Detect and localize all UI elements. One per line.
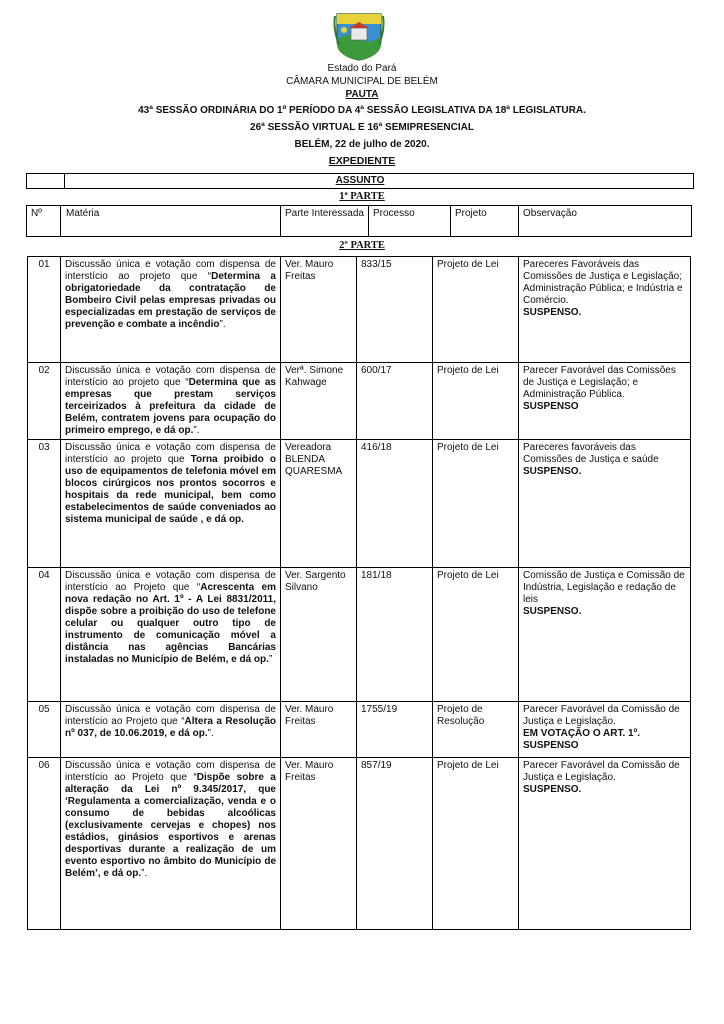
row-parte: Ver. Sargento Silvano	[281, 568, 357, 702]
row-projeto: Projeto de Lei	[433, 363, 519, 440]
row-observacao: Pareceres favoráveis das Comissões de Justiça e saúde SUSPENSO.	[519, 440, 691, 568]
row-parte: Ver. Mauro Freitas	[281, 702, 357, 758]
agenda-table	[27, 256, 691, 930]
row-materia: Discussão única e votação com dispensa de interstício ao projeto que “Determina que as empresas que prestam serviços terceirizados à prefeitura da cidade de Belém, contratem jovens para ocupação do primeiro emprego, e dá op.”.	[61, 363, 281, 440]
row-projeto: Projeto de Lei	[433, 568, 519, 702]
table-row	[28, 702, 691, 758]
row-projeto: Projeto de Resolução	[433, 702, 519, 758]
coat-of-arms-icon	[333, 10, 385, 62]
row-materia: Discussão única e votação com dispensa de interstício ao projeto que Torna proibido o uso de equipamentos de telefonia móvel em blocos cirúrgicos nos prontos socorros e hospitais da rede municipal, bem como estabelecimentos de saúde conveniados ao sistema municipal de saúde , e dá op.	[61, 440, 281, 568]
session-title: 43ª SESSÃO ORDINÁRIA DO 1º PERÍODO DA 4ª SESSÃO LEGISLATIVA DA 18ª LEGISLATURA.	[138, 105, 586, 116]
row-projeto: Projeto de Lei	[433, 440, 519, 568]
row-observacao: Pareceres Favoráveis das Comissões de Justiça e Legislação; Administração Pública; e Indústria e Comércio. SUSPENSO.	[519, 257, 691, 363]
row-observacao: Parecer Favorável das Comissões de Justiça e Legislação; e Administração Pública. SUSPENSO	[519, 363, 691, 440]
row-parte: Ver. Mauro Freitas	[281, 257, 357, 363]
expediente-heading: EXPEDIENTE	[328, 155, 396, 167]
session-subtitle: 26ª SESSÃO VIRTUAL E 16ª SEMIPRESENCIAL	[250, 122, 474, 133]
state-name: Estado do Pará	[327, 63, 397, 74]
parte1-column-header	[26, 205, 692, 237]
row-processo: 416/18	[357, 440, 433, 568]
row-num: 04	[28, 568, 61, 702]
col-observacao: Observação	[523, 208, 577, 219]
row-materia: Discussão única e votação com dispensa de interstício ao projeto que “Determina a obrigatoriedade da contratação de Bombeiro Civil pelas empresas privadas ou especializadas em prestação de serviços de prevenção e combate a incêndio”.	[61, 257, 281, 363]
row-processo: 600/17	[357, 363, 433, 440]
table-row	[28, 568, 691, 702]
row-observacao: Parecer Favorável da Comissão de Justiça e Legislação. EM VOTAÇÃO O ART. 1º. SUSPENSO	[519, 702, 691, 758]
table-row	[28, 363, 691, 440]
col-processo: Processo	[373, 208, 415, 219]
row-materia: Discussão única e votação com dispensa de interstício ao Projeto que “Altera a Resolução nº 037, de 10.06.2019, e dá op.”.	[61, 702, 281, 758]
col-parte: Parte Interessada	[285, 208, 364, 219]
parte1-heading: 1ª PARTE	[339, 191, 385, 202]
row-num: 01	[28, 257, 61, 363]
row-parte: Vereadora BLENDA QUARESMA	[281, 440, 357, 568]
row-processo: 1755/19	[357, 702, 433, 758]
agenda-title: PAUTA	[345, 89, 379, 100]
col-num: Nº	[31, 208, 42, 219]
row-projeto: Projeto de Lei	[433, 758, 519, 930]
row-num: 06	[28, 758, 61, 930]
row-materia: Discussão única e votação com dispensa de interstício ao Projeto que “Dispõe sobre a alteração da Lei nº 9.345/2017, que ‘Regulamenta a comercialização, venda e o consumo de bebidas alcoólicas (exclusivamente cervejas e chopes) nos estádios, ginásios esportivos e arenas desportivas durante a realização de um evento esportivo no âmbito do Município de Belém’, e dá op.”.	[61, 758, 281, 930]
chamber-name: CÂMARA MUNICIPAL DE BELÉM	[286, 76, 438, 87]
session-date: BELÉM, 22 de julho de 2020.	[294, 139, 430, 150]
row-num: 05	[28, 702, 61, 758]
parte2-heading: 2º PARTE	[339, 240, 385, 251]
row-num: 02	[28, 363, 61, 440]
row-observacao: Comissão de Justiça e Comissão de Indústria, Legislação e redação de leis SUSPENSO.	[519, 568, 691, 702]
row-parte: Verª. Simone Kahwage	[281, 363, 357, 440]
row-materia: Discussão única e votação com dispensa de interstício ao Projeto que “Acrescenta em nova redação no Art. 1º - A Lei 8831/2011, dispõe sobre a proibição do uso de telefone celular ou qualquer outro tipo de instrumento de comunicação móvel a distância nas agências Bancárias instaladas no Município de Belém, e dá op.”	[61, 568, 281, 702]
table-row	[28, 758, 691, 930]
col-materia: Matéria	[66, 208, 100, 219]
row-observacao: Parecer Favorável da Comissão de Justiça e Legislação. SUSPENSO.	[519, 758, 691, 930]
assunto-label: ASSUNTO	[335, 175, 385, 186]
row-num: 03	[28, 440, 61, 568]
col-projeto: Projeto	[455, 208, 487, 219]
row-projeto: Projeto de Lei	[433, 257, 519, 363]
row-processo: 833/15	[357, 257, 433, 363]
row-processo: 181/18	[357, 568, 433, 702]
row-processo: 857/19	[357, 758, 433, 930]
assunto-bar	[26, 173, 694, 189]
table-row	[28, 257, 691, 363]
row-parte: Ver. Mauro Freitas	[281, 758, 357, 930]
table-row	[28, 440, 691, 568]
